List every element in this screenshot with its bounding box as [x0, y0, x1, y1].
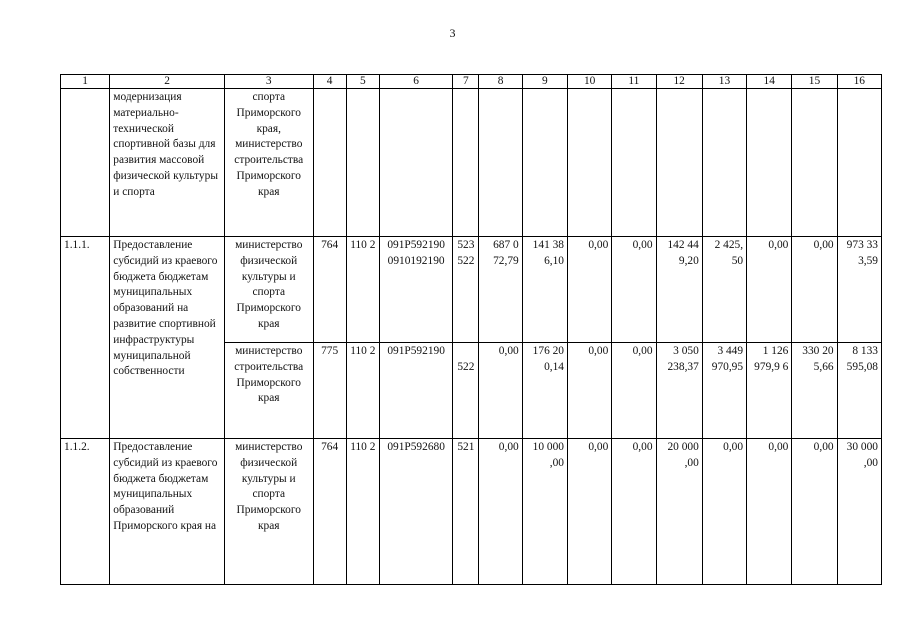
cell-vr: 523 522: [453, 237, 479, 343]
cell-value-12: 20 000 ,00: [656, 439, 702, 585]
cell-value-16: 30 000 ,00: [837, 439, 881, 585]
cell-executor: министерство физической культуры и спорта Приморского края: [224, 439, 313, 585]
cell-empty: [568, 89, 612, 237]
col-header-16: 16: [837, 75, 881, 89]
cell-csr: 091P592680: [379, 439, 452, 585]
header-row: [61, 75, 882, 89]
cell-value-14: 0,00: [747, 237, 792, 343]
cell-value-14: 0,00: [747, 439, 792, 585]
col-header-5: 5: [346, 75, 379, 89]
col-header-4: 4: [313, 75, 346, 89]
cell-executor: спорта Приморского края, министерство строительства Приморского края: [224, 89, 313, 237]
cell-executor: министерство физической культуры и спорта Приморского края: [224, 237, 313, 343]
cell-value-11: 0,00: [612, 237, 656, 343]
cell-rzpr: 110 2: [346, 343, 379, 439]
cell-empty: [792, 89, 837, 237]
cell-empty: [702, 89, 746, 237]
cell-value-9: 10 000 ,00: [522, 439, 567, 585]
cell-value-9: 141 38 6,10: [522, 237, 567, 343]
cell-empty: [837, 89, 881, 237]
cell-csr: 091P592190 0910192190: [379, 237, 452, 343]
cell-value-10: 0,00: [568, 343, 612, 439]
col-header-8: 8: [479, 75, 522, 89]
table-row-continuation: [61, 89, 882, 237]
cell-value-8: 0,00: [479, 343, 522, 439]
cell-empty: [612, 89, 656, 237]
cell-empty: [313, 89, 346, 237]
cell-value-16: 8 133 595,08: [837, 343, 881, 439]
cell-value-14: 1 126 979,9 6: [747, 343, 792, 439]
cell-value-15: 0,00: [792, 237, 837, 343]
cell-grbs: 775: [313, 343, 346, 439]
col-header-15: 15: [792, 75, 837, 89]
cell-executor: министерство строительства Приморского края: [224, 343, 313, 439]
cell-value-13: 3 449 970,95: [702, 343, 746, 439]
cell-rzpr: 110 2: [346, 237, 379, 343]
cell-value-13: 0,00: [702, 439, 746, 585]
cell-value-11: 0,00: [612, 439, 656, 585]
cell-rzpr: 110 2: [346, 439, 379, 585]
page-number: 3: [449, 26, 456, 40]
cell-value-15: 0,00: [792, 439, 837, 585]
cell-value-15: 330 20 5,66: [792, 343, 837, 439]
cell-empty: [453, 89, 479, 237]
cell-value-8: 0,00: [479, 439, 522, 585]
cell-number: 1.1.1.: [61, 237, 110, 439]
col-header-12: 12: [656, 75, 702, 89]
cell-grbs: 764: [313, 237, 346, 343]
table-row-1-1-2: [61, 439, 882, 585]
col-header-13: 13: [702, 75, 746, 89]
cell-vr: 521: [453, 439, 479, 585]
col-header-2: 2: [110, 75, 225, 89]
cell-value-8: 687 0 72,79: [479, 237, 522, 343]
cell-vr: 522: [453, 343, 479, 439]
col-header-7: 7: [453, 75, 479, 89]
cell-number: [61, 89, 110, 237]
cell-empty: [479, 89, 522, 237]
cell-value-16: 973 33 3,59: [837, 237, 881, 343]
col-header-9: 9: [522, 75, 567, 89]
cell-value-9: 176 20 0,14: [522, 343, 567, 439]
cell-grbs: 764: [313, 439, 346, 585]
cell-description: Предоставление субсидий из краевого бюджета бюджетам муниципальных образований Приморского края на: [110, 439, 225, 585]
col-header-11: 11: [612, 75, 656, 89]
table-row-1-1-1-a: [61, 237, 882, 343]
cell-empty: [747, 89, 792, 237]
cell-value-12: 142 44 9,20: [656, 237, 702, 343]
cell-empty: [656, 89, 702, 237]
col-header-14: 14: [747, 75, 792, 89]
cell-value-10: 0,00: [568, 237, 612, 343]
cell-description: модернизация материально-технической спортивной базы для развития массовой физической культуры и спорта: [110, 89, 225, 237]
col-header-10: 10: [568, 75, 612, 89]
cell-number: 1.1.2.: [61, 439, 110, 585]
budget-table: [60, 74, 882, 585]
cell-empty: [346, 89, 379, 237]
cell-csr: 091P592190: [379, 343, 452, 439]
cell-description: Предоставление субсидий из краевого бюджета бюджетам муниципальных образований на развитие спортивной инфраструктуры муниципальной собственности: [110, 237, 225, 439]
col-header-3: 3: [224, 75, 313, 89]
cell-empty: [379, 89, 452, 237]
cell-value-12: 3 050 238,37: [656, 343, 702, 439]
cell-empty: [522, 89, 567, 237]
cell-value-11: 0,00: [612, 343, 656, 439]
col-header-6: 6: [379, 75, 452, 89]
cell-value-13: 2 425, 50: [702, 237, 746, 343]
col-header-1: 1: [61, 75, 110, 89]
cell-value-10: 0,00: [568, 439, 612, 585]
